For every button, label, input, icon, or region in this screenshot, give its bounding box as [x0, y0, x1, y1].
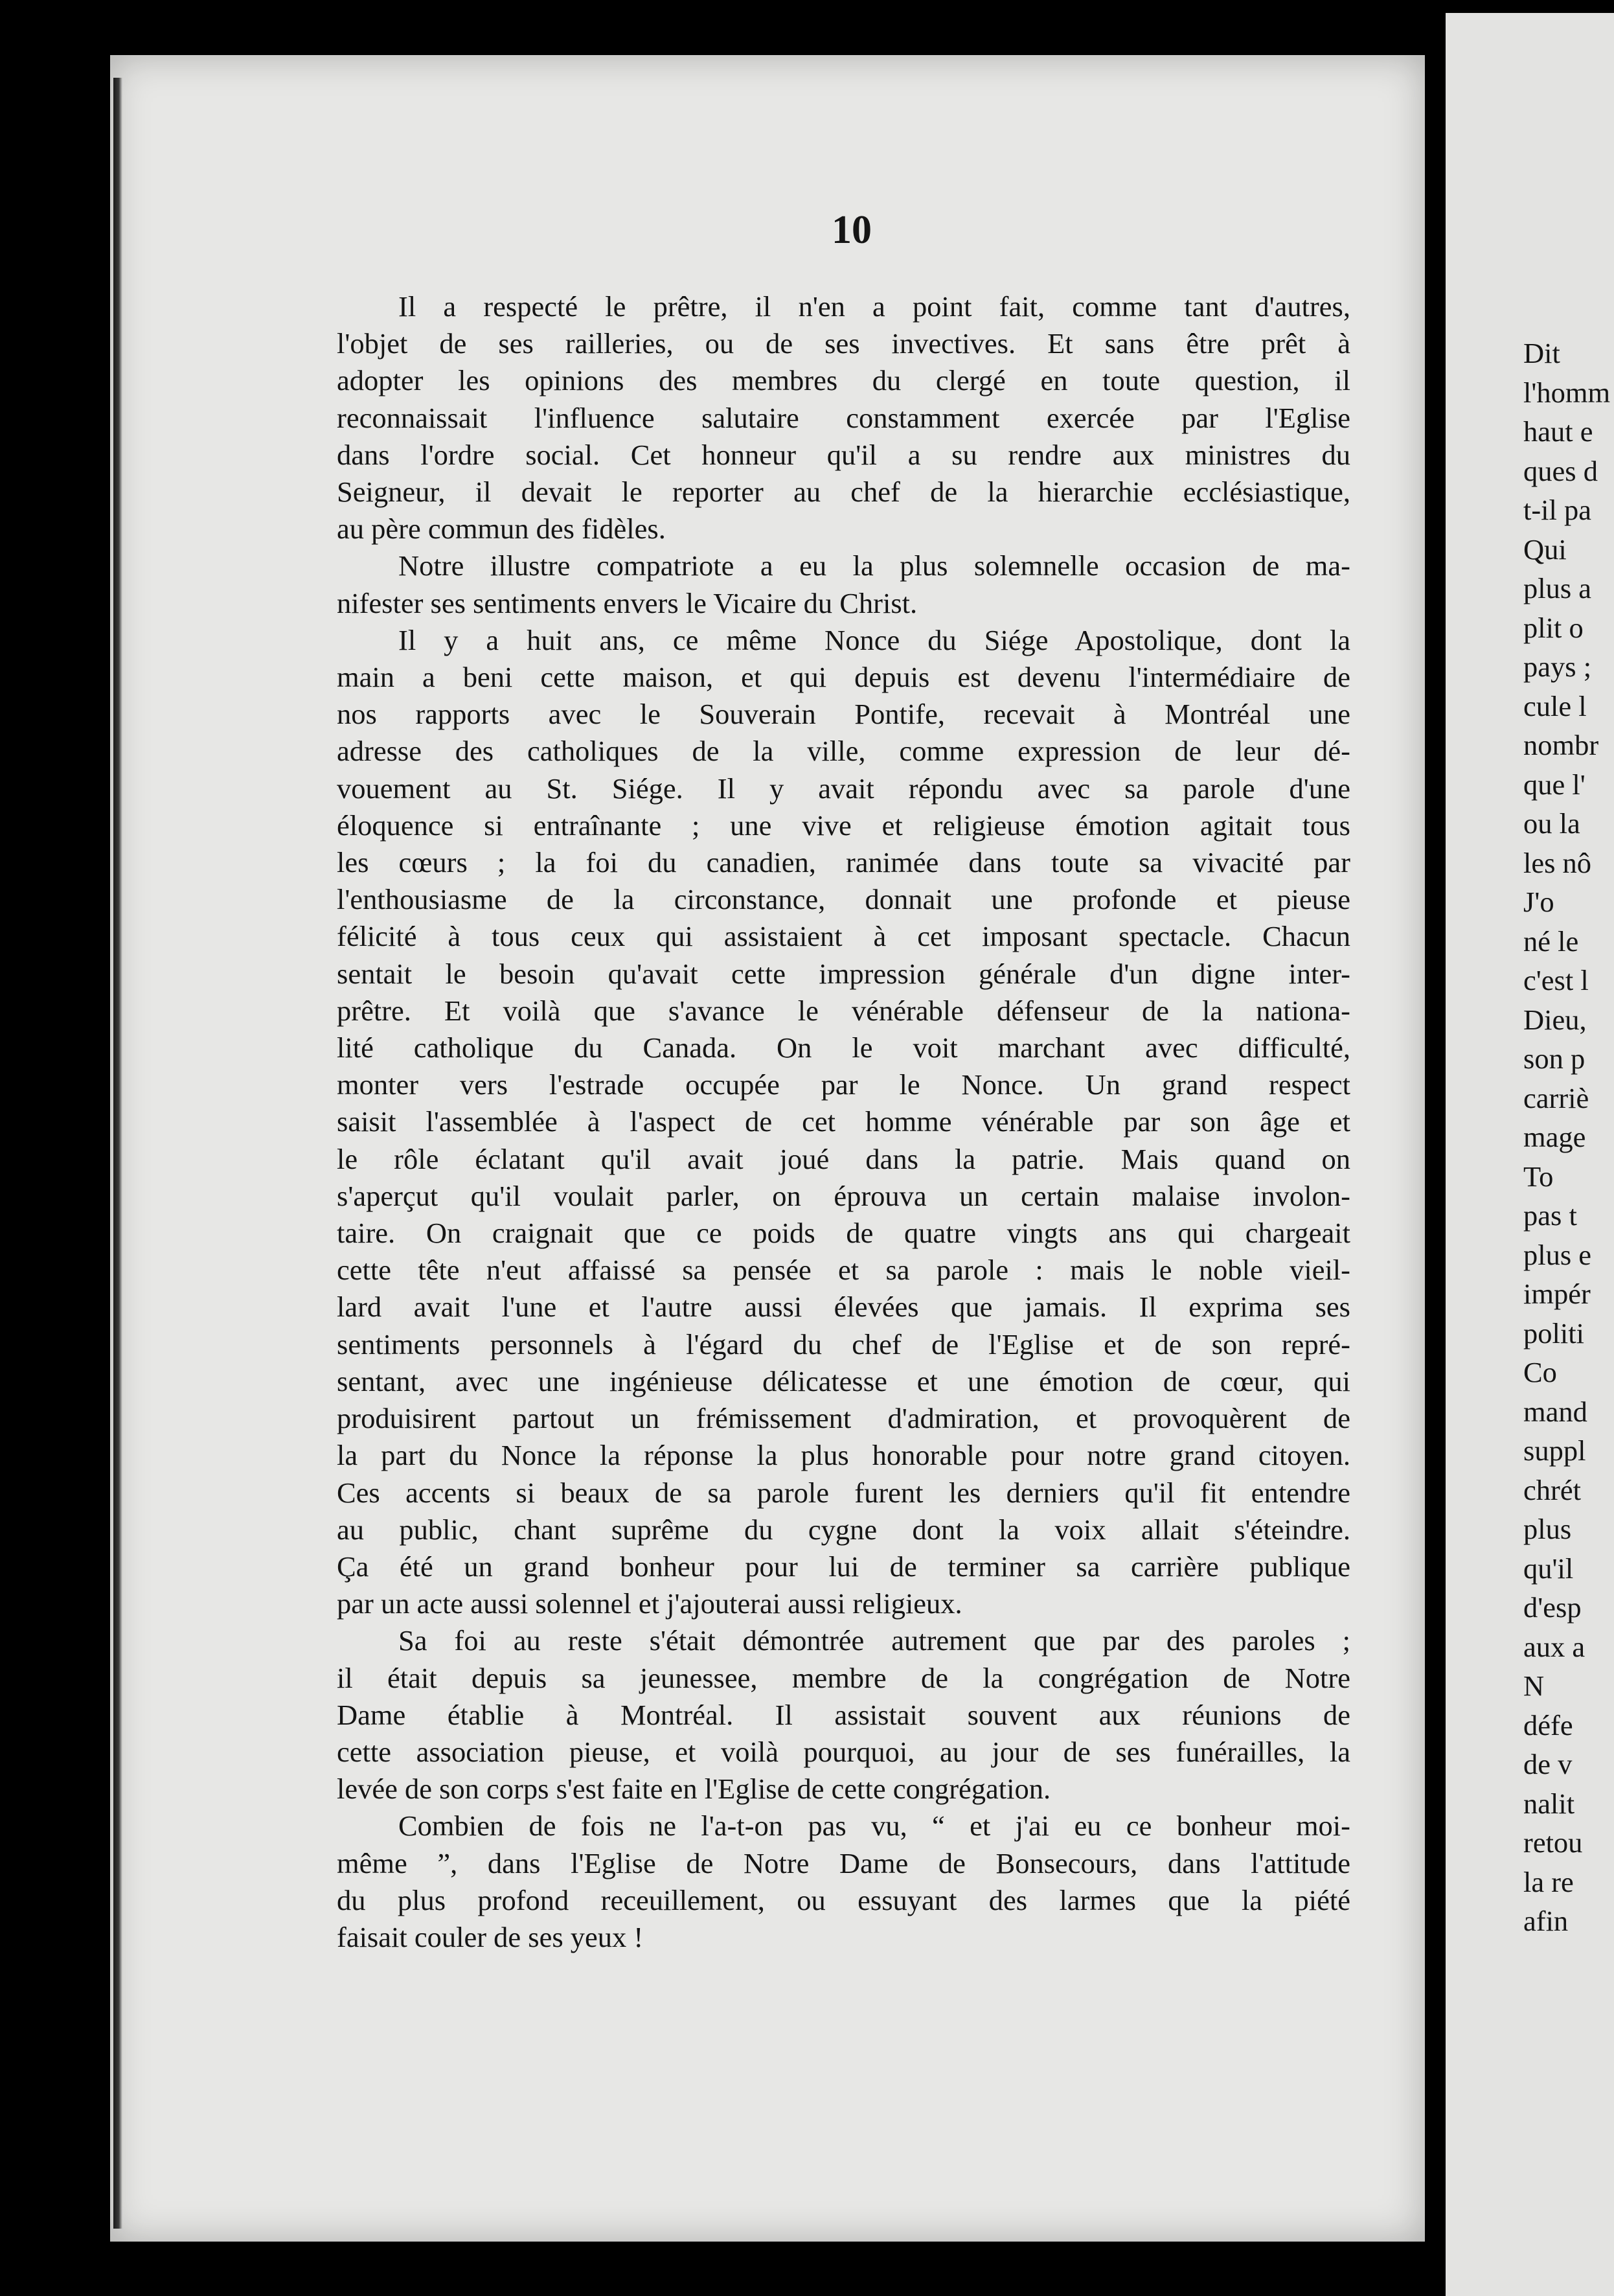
- text-line: nos rapports avec le Souverain Pontife, recevait à Montréal une: [337, 698, 1350, 731]
- text-line: vouement au St. Siége. Il y avait répondu avec sa parole d'une: [337, 772, 1350, 805]
- text-line: cette tête n'eut affaissé sa pensée et sa parole : mais le noble vieil-: [337, 1254, 1350, 1287]
- facing-page-line: les nô: [1523, 846, 1592, 879]
- facing-page-line: plus: [1523, 1513, 1572, 1545]
- text-line: par un acte aussi solennel et j'ajouterai aussi religieux.: [337, 1587, 962, 1620]
- text-line: sentiments personnels à l'égard du chef de l'Eglise et de son repré-: [337, 1327, 1350, 1360]
- facing-page-line: Qui: [1523, 533, 1567, 566]
- facing-page-line: cule l: [1523, 689, 1587, 722]
- facing-page-line: c'est l: [1523, 964, 1589, 996]
- text-line: adresse des catholiques de la ville, comme expression de leur dé-: [337, 735, 1350, 768]
- text-line: Ces accents si beaux de sa parole furent les derniers qu'il fit entendre: [337, 1476, 1350, 1509]
- body-text: [337, 288, 1350, 1956]
- page-number: 10: [832, 208, 872, 252]
- text-line: saisit l'assemblée à l'aspect de cet homme vénérable par son âge et: [337, 1105, 1350, 1138]
- text-line: Notre illustre compatriote a eu la plus solemnelle occasion de ma-: [398, 549, 1350, 582]
- text-line: l'objet de ses railleries, ou de ses invectives. Et sans être prêt à: [337, 327, 1350, 360]
- text-line: produisirent partout un frémissement d'admiration, et provoquèrent de: [337, 1402, 1350, 1435]
- text-line: Il y a huit ans, ce même Nonce du Siége Apostolique, dont la: [398, 623, 1350, 656]
- facing-page-line: plus e: [1523, 1238, 1592, 1271]
- facing-page-line: N: [1523, 1670, 1545, 1702]
- text-line: Combien de fois ne l'a-t-on pas vu, “ et j'ai eu ce bonheur moi-: [398, 1809, 1350, 1843]
- facing-page-line: son p: [1523, 1042, 1586, 1075]
- text-line: reconnaissait l'influence salutaire constamment exercée par l'Eglise: [337, 401, 1350, 434]
- page-binding-shadow: [113, 78, 122, 2229]
- facing-page-line: d'esp: [1523, 1591, 1582, 1624]
- text-line: main a beni cette maison, et qui depuis est devenu l'intermédiaire de: [337, 661, 1350, 694]
- text-line: s'aperçut qu'il voulait parler, on éprouva un certain malaise involon-: [337, 1179, 1350, 1212]
- text-line: il était depuis sa jeunessee, membre de la congrégation de Notre: [337, 1661, 1350, 1694]
- book-gutter: [1425, 0, 1444, 2296]
- text-line: sentait le besoin qu'avait cette impression générale d'un digne inter-: [337, 957, 1350, 990]
- text-line: adopter les opinions des membres du clergé en toute question, il: [337, 364, 1350, 397]
- text-line: monter vers l'estrade occupée par le Nonce. Un grand respect: [337, 1068, 1350, 1101]
- text-line: levée de son corps s'est faite en l'Eglise de cette congrégation.: [337, 1773, 1051, 1806]
- text-line: Sa foi au reste s'était démontrée autrement que par des paroles ;: [398, 1624, 1350, 1657]
- text-line: cette association pieuse, et voilà pourquoi, au jour de ses funérailles, la: [337, 1735, 1350, 1768]
- text-line: lard avait l'une et l'autre aussi élevées que jamais. Il exprima ses: [337, 1291, 1350, 1324]
- text-line: faisait couler de ses yeux !: [337, 1920, 644, 1953]
- facing-page-line: nalit: [1523, 1787, 1575, 1820]
- facing-page-line: ques d: [1523, 454, 1598, 487]
- text-line: félicité à tous ceux qui assistaient à cet imposant spectacle. Chacun: [337, 920, 1350, 953]
- facing-page-line: politi: [1523, 1316, 1584, 1349]
- text-line: Dame établie à Montréal. Il assistait souvent aux réunions de: [337, 1698, 1350, 1731]
- facing-page-line: pas t: [1523, 1199, 1577, 1232]
- facing-page-line: la re: [1523, 1865, 1574, 1898]
- text-line: Il a respecté le prêtre, il n'en a point fait, comme tant d'autres,: [398, 290, 1350, 323]
- text-line: éloquence si entraînante ; une vive et religieuse émotion agitait tous: [337, 809, 1350, 842]
- facing-page-line: J'o: [1523, 886, 1554, 918]
- facing-page-line: aux a: [1523, 1630, 1586, 1663]
- facing-page-line: afin: [1523, 1905, 1569, 1937]
- facing-page-line: chrét: [1523, 1473, 1581, 1506]
- facing-page-line: mand: [1523, 1395, 1587, 1428]
- text-line: au père commun des fidèles.: [337, 512, 666, 545]
- facing-page-line: l'homm: [1523, 376, 1611, 409]
- facing-page-line: mage: [1523, 1121, 1586, 1153]
- text-line: sentant, avec une ingénieuse délicatesse et une émotion de cœur, qui: [337, 1364, 1350, 1397]
- facing-page-line: Dit: [1523, 337, 1560, 369]
- facing-page: [1446, 13, 1614, 2296]
- text-line: lité catholique du Canada. On le voit marchant avec difficulté,: [337, 1031, 1350, 1064]
- facing-page-line: t-il pa: [1523, 494, 1592, 526]
- facing-page-line: haut e: [1523, 415, 1593, 448]
- facing-page-line: To: [1523, 1160, 1554, 1193]
- facing-page-line: suppl: [1523, 1434, 1586, 1467]
- facing-page-line: que l': [1523, 768, 1586, 801]
- text-line: Ça été un grand bonheur pour lui de terminer sa carrière publique: [337, 1550, 1350, 1583]
- text-line: même ”, dans l'Eglise de Notre Dame de Bonsecours, dans l'attitude: [337, 1846, 1350, 1879]
- text-line: prêtre. Et voilà que s'avance le vénérable défenseur de la nationa-: [337, 994, 1350, 1027]
- facing-page-line: de v: [1523, 1748, 1573, 1780]
- facing-page-line: né le: [1523, 924, 1579, 958]
- facing-page-line: ou la: [1523, 807, 1580, 840]
- text-line: nifester ses sentiments envers le Vicaire du Christ.: [337, 586, 918, 619]
- text-line: la part du Nonce la réponse la plus honorable pour notre grand citoyen.: [337, 1439, 1350, 1472]
- text-line: le rôle éclatant qu'il avait joué dans la patrie. Mais quand on: [337, 1142, 1350, 1175]
- text-line: dans l'ordre social. Cet honneur qu'il a su rendre aux ministres du: [337, 438, 1350, 471]
- facing-page-line: retou: [1523, 1826, 1583, 1859]
- text-line: les cœurs ; la foi du canadien, ranimée dans toute sa vivacité par: [337, 846, 1350, 879]
- facing-page-line: plit o: [1523, 611, 1584, 644]
- facing-page-line: qu'il: [1523, 1552, 1574, 1585]
- facing-page-line: Dieu,: [1523, 1003, 1587, 1036]
- facing-page-text: [1523, 334, 1614, 1941]
- facing-page-line: impér: [1523, 1278, 1591, 1310]
- facing-page-line: défe: [1523, 1708, 1573, 1741]
- facing-page-line: nombr: [1523, 729, 1599, 761]
- text-line: au public, chant suprême du cygne dont la voix allait s'éteindre.: [337, 1513, 1350, 1546]
- text-line: du plus profond receuillement, ou essuyant des larmes que la piété: [337, 1883, 1350, 1916]
- facing-page-line: Co: [1523, 1356, 1557, 1388]
- facing-page-line: pays ;: [1523, 650, 1592, 683]
- text-line: Seigneur, il devait le reporter au chef de la hierarchie ecclésiastique,: [337, 476, 1350, 509]
- facing-page-line: carriè: [1523, 1081, 1589, 1114]
- text-line: l'enthousiasme de la circonstance, donnait une profonde et pieuse: [337, 883, 1350, 916]
- text-line: taire. On craignait que ce poids de quatre vingts ans qui chargeait: [337, 1217, 1350, 1250]
- facing-page-line: plus a: [1523, 572, 1592, 604]
